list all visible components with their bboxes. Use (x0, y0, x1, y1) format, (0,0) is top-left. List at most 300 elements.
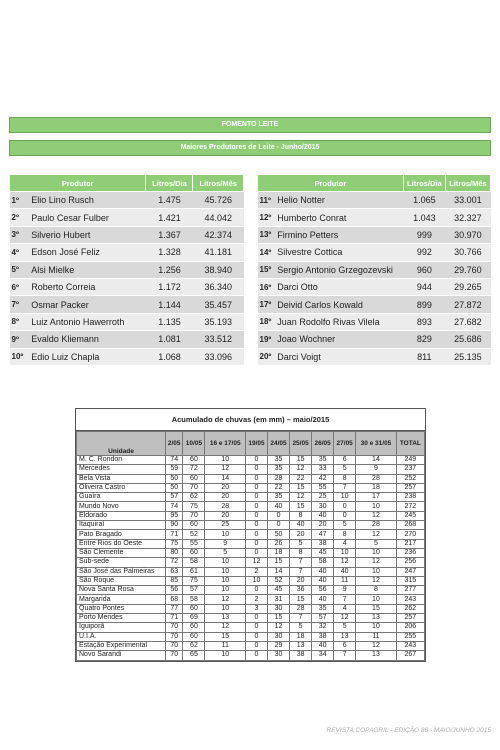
rain-value: 10 (334, 493, 356, 502)
producer-litros-mes: 25.135 (445, 348, 490, 365)
rain-value: 72 (183, 465, 205, 474)
producer-rank: 17º (258, 296, 275, 313)
rain-total: 217 (396, 539, 424, 548)
rain-row (77, 539, 425, 548)
rain-row (77, 604, 425, 613)
rain-value: 10 (205, 604, 246, 613)
rain-value: 22 (290, 474, 312, 483)
col-header-litros-dia: Litros/Dia (146, 175, 193, 192)
rain-value: 61 (183, 567, 205, 576)
rain-col-header: 2/05 (166, 432, 183, 456)
producer-litros-dia: 899 (403, 296, 445, 313)
rain-value: 8 (334, 474, 356, 483)
rain-value: 7 (290, 614, 312, 623)
rain-value: 15 (290, 502, 312, 511)
producer-litros-mes: 27.682 (445, 313, 490, 330)
rain-value: 74 (166, 502, 183, 511)
producer-rank: 7º (10, 296, 29, 313)
rain-total: 249 (396, 456, 424, 465)
rain-col-header: 25/05 (290, 432, 312, 456)
rain-value: 35 (268, 465, 290, 474)
rain-value: 45 (268, 586, 290, 595)
rain-value: 40 (312, 595, 334, 604)
rain-value: 13 (356, 651, 397, 660)
rain-unit-name: Porto Mendes (77, 614, 166, 623)
rain-row (77, 595, 425, 604)
rain-value: 15 (290, 456, 312, 465)
rain-value: 25 (312, 493, 334, 502)
producer-rank: 12º (258, 209, 275, 226)
rain-value: 7 (290, 558, 312, 567)
rain-unit-name: Quatro Pontes (77, 604, 166, 613)
rain-value: 10 (356, 548, 397, 557)
producer-name: Edio Luiz Chapla (28, 348, 146, 365)
rain-value: 35 (312, 604, 334, 613)
section-banner-fomento: FOMENTO LEITE (9, 117, 491, 133)
rain-unit-name: Pato Bragado (77, 530, 166, 539)
producer-row (10, 348, 244, 365)
rain-total: 236 (396, 548, 424, 557)
rain-unit-name: Eldorado (77, 511, 166, 520)
rain-value: 0 (245, 530, 267, 539)
rain-value: 0 (245, 483, 267, 492)
rain-value: 55 (183, 539, 205, 548)
rain-value: 13 (205, 614, 246, 623)
rain-unit-name: Oliveira Castro (77, 483, 166, 492)
producer-litros-mes: 42.374 (193, 226, 244, 243)
rain-value: 0 (268, 511, 290, 520)
rain-value: 12 (205, 623, 246, 632)
rain-value: 20 (205, 483, 246, 492)
rain-row (77, 641, 425, 650)
rain-unit-name: Bela Vista (77, 474, 166, 483)
producer-rank: 10º (10, 348, 29, 365)
producer-litros-mes: 36.340 (193, 278, 244, 295)
page-footer: REVISTA COPAGRIL - EDIÇÃO 86 - MAIO/JUNHO 2015 (326, 727, 491, 734)
producer-name: Darci Otto (274, 278, 403, 295)
rain-value: 38 (312, 632, 334, 641)
rain-total: 267 (396, 651, 424, 660)
producer-litros-mes: 33.096 (193, 348, 244, 365)
rain-total: 268 (396, 521, 424, 530)
rain-value: 30 (268, 632, 290, 641)
rain-unit-name: Sub-sede (77, 558, 166, 567)
rain-row (77, 502, 425, 511)
rain-value: 28 (205, 502, 246, 511)
rain-col-header: 24/05 (268, 432, 290, 456)
producer-litros-mes: 33.001 (445, 192, 490, 209)
rain-value: 12 (205, 465, 246, 474)
producer-litros-dia: 1.144 (146, 296, 193, 313)
rain-value: 8 (290, 548, 312, 557)
producer-row (10, 226, 244, 243)
producer-litros-dia: 1.475 (146, 192, 193, 209)
rain-row (77, 623, 425, 632)
producer-litros-dia: 992 (403, 244, 445, 261)
producer-row (258, 192, 491, 209)
rain-value: 75 (166, 539, 183, 548)
rain-value: 71 (166, 614, 183, 623)
producer-row (10, 244, 244, 261)
rain-value: 0 (245, 493, 267, 502)
rain-value: 57 (312, 614, 334, 623)
col-header-litros-mes: Litros/Mês (193, 175, 244, 192)
rain-value: 50 (166, 474, 183, 483)
rain-value: 58 (183, 558, 205, 567)
rain-value: 70 (166, 623, 183, 632)
rain-value: 8 (356, 586, 397, 595)
rain-value: 13 (356, 614, 397, 623)
rain-value: 10 (334, 548, 356, 557)
producer-row (258, 278, 491, 295)
rain-row (77, 511, 425, 520)
rain-value: 4 (334, 604, 356, 613)
rain-col-header-unidade: Unidade (77, 432, 166, 456)
rain-value: 11 (334, 576, 356, 585)
producer-litros-mes: 32.327 (445, 209, 490, 226)
rain-value: 6 (334, 641, 356, 650)
col-header-litros-dia: Litros/Dia (403, 175, 445, 192)
rain-value: 0 (268, 521, 290, 530)
producer-rank: 18º (258, 313, 275, 330)
rain-value: 8 (334, 530, 356, 539)
rain-value: 12 (334, 558, 356, 567)
rain-value: 14 (356, 456, 397, 465)
rain-value: 12 (356, 558, 397, 567)
producer-name: Humberto Conrat (274, 209, 403, 226)
rain-value: 0 (245, 465, 267, 474)
rain-value: 10 (245, 576, 267, 585)
producer-litros-dia: 1.068 (146, 348, 193, 365)
rain-value: 62 (183, 493, 205, 502)
rain-value: 60 (183, 456, 205, 465)
producer-litros-dia: 944 (403, 278, 445, 295)
producer-name: Darci Voigt (274, 348, 403, 365)
rain-value: 32 (312, 623, 334, 632)
rain-value: 30 (312, 502, 334, 511)
rain-value: 50 (166, 483, 183, 492)
producer-row (258, 226, 491, 243)
rain-unit-name: Novo Sarandi (77, 651, 166, 660)
rainfall-table (76, 431, 425, 661)
rain-value: 38 (290, 651, 312, 660)
rain-value: 2 (245, 567, 267, 576)
rain-unit-name: Entre Rios do Oeste (77, 539, 166, 548)
producer-name: Osmar Packer (28, 296, 146, 313)
producer-litros-dia: 1.421 (146, 209, 193, 226)
rain-value: 35 (268, 456, 290, 465)
producer-row (10, 313, 244, 330)
producer-rank: 20º (258, 348, 275, 365)
rain-value: 71 (166, 530, 183, 539)
producer-row (10, 192, 244, 209)
producer-name: Elio Lino Rusch (28, 192, 146, 209)
rain-value: 40 (312, 576, 334, 585)
producer-litros-mes: 45.726 (193, 192, 244, 209)
producer-rank: 3º (10, 226, 29, 243)
rain-value: 80 (166, 548, 183, 557)
rain-value: 30 (268, 651, 290, 660)
rain-value: 0 (245, 548, 267, 557)
producer-name: Paulo Cesar Fulber (28, 209, 146, 226)
rain-value: 10 (356, 567, 397, 576)
rain-value: 40 (268, 502, 290, 511)
rain-col-header: TOTAL (396, 432, 424, 456)
rain-value: 11 (356, 632, 397, 641)
rain-value: 77 (166, 604, 183, 613)
rain-row (77, 651, 425, 660)
rain-value: 20 (205, 493, 246, 502)
rain-value: 11 (205, 641, 246, 650)
rain-value: 20 (205, 511, 246, 520)
rain-value: 50 (268, 530, 290, 539)
rain-value: 5 (290, 539, 312, 548)
rain-value: 17 (356, 493, 397, 502)
rain-value: 60 (183, 623, 205, 632)
rain-value: 60 (183, 474, 205, 483)
rain-value: 13 (334, 632, 356, 641)
producer-litros-dia: 829 (403, 331, 445, 348)
rain-total: 257 (396, 614, 424, 623)
rain-unit-name: Itaquiraí (77, 521, 166, 530)
producer-name: Firmino Petters (274, 226, 403, 243)
rain-row (77, 576, 425, 585)
rain-value: 74 (166, 456, 183, 465)
rainfall-table-box (75, 408, 426, 662)
rain-value: 10 (205, 558, 246, 567)
rain-row (77, 558, 425, 567)
rain-value: 36 (290, 586, 312, 595)
producer-rank: 5º (10, 261, 29, 278)
rain-row (77, 474, 425, 483)
rain-value: 15 (356, 604, 397, 613)
producer-litros-mes: 33.512 (193, 331, 244, 348)
rain-value: 29 (268, 641, 290, 650)
rain-value: 40 (334, 567, 356, 576)
producer-litros-dia: 1.065 (403, 192, 445, 209)
rain-value: 14 (268, 567, 290, 576)
rain-value: 12 (356, 530, 397, 539)
rain-value: 72 (166, 558, 183, 567)
producer-name: Evaldo Kliemann (28, 331, 146, 348)
rain-value: 7 (334, 595, 356, 604)
producer-rank: 8º (10, 313, 29, 330)
rain-value: 2 (245, 595, 267, 604)
producer-rank: 15º (258, 261, 275, 278)
rain-total: 247 (396, 567, 424, 576)
producer-litros-mes: 30.766 (445, 244, 490, 261)
producer-row (258, 261, 491, 278)
producer-rank: 2º (10, 209, 29, 226)
producer-name: Silverio Hubert (28, 226, 146, 243)
rain-value: 0 (245, 651, 267, 660)
rain-row (77, 632, 425, 641)
rain-value: 10 (205, 651, 246, 660)
rain-value: 4 (334, 539, 356, 548)
rain-total: 206 (396, 623, 424, 632)
rain-value: 85 (166, 576, 183, 585)
rain-value: 58 (183, 595, 205, 604)
rain-col-header: 10/05 (183, 432, 205, 456)
producer-rank: 14º (258, 244, 275, 261)
rain-value: 63 (166, 567, 183, 576)
producer-litros-mes: 35.193 (193, 313, 244, 330)
rain-value: 60 (183, 632, 205, 641)
rain-value: 57 (166, 493, 183, 502)
producer-rank: 4º (10, 244, 29, 261)
rain-total: 315 (396, 576, 424, 585)
rain-value: 65 (183, 651, 205, 660)
producer-litros-dia: 1.172 (146, 278, 193, 295)
rain-value: 68 (166, 595, 183, 604)
rain-value: 9 (334, 586, 356, 595)
rain-value: 7 (334, 483, 356, 492)
rain-value: 7 (334, 651, 356, 660)
rain-col-header: 27/05 (334, 432, 356, 456)
rain-value: 18 (290, 632, 312, 641)
producer-row (258, 313, 491, 330)
producer-litros-mes: 29.265 (445, 278, 490, 295)
producer-litros-mes: 44.042 (193, 209, 244, 226)
rain-value: 10 (205, 567, 246, 576)
rain-value: 12 (290, 493, 312, 502)
rain-col-header: 16 e 17/05 (205, 432, 246, 456)
rain-value: 75 (183, 502, 205, 511)
producer-rank: 16º (258, 278, 275, 295)
rain-total: 245 (396, 511, 424, 520)
producer-litros-mes: 27.872 (445, 296, 490, 313)
rain-value: 15 (268, 614, 290, 623)
producer-name: Helio Notter (274, 192, 403, 209)
rain-value: 31 (268, 595, 290, 604)
rain-value: 20 (290, 576, 312, 585)
producer-rank: 6º (10, 278, 29, 295)
producer-name: Silvestre Cottica (274, 244, 403, 261)
rain-unit-name: São Clemente (77, 548, 166, 557)
rain-total: 255 (396, 632, 424, 641)
rain-value: 5 (356, 539, 397, 548)
producer-litros-dia: 960 (403, 261, 445, 278)
rain-row (77, 567, 425, 576)
rain-row (77, 614, 425, 623)
rain-value: 5 (334, 465, 356, 474)
rain-value: 15 (268, 558, 290, 567)
rain-value: 9 (205, 539, 246, 548)
rainfall-table-title: Acumulado de chuvas (em mm) – maio/2015 (76, 409, 425, 431)
producer-rank: 19º (258, 331, 275, 348)
rain-value: 15 (290, 483, 312, 492)
col-header-litros-mes: Litros/Mês (445, 175, 490, 192)
rain-value: 0 (245, 632, 267, 641)
rain-value: 0 (245, 614, 267, 623)
rain-total: 277 (396, 586, 424, 595)
rain-value: 0 (245, 641, 267, 650)
rain-value: 5 (290, 623, 312, 632)
rain-value: 5 (334, 521, 356, 530)
rain-row (77, 493, 425, 502)
rain-total: 270 (396, 530, 424, 539)
rain-value: 0 (245, 502, 267, 511)
rain-value: 12 (245, 558, 267, 567)
rain-value: 0 (245, 539, 267, 548)
rain-value: 42 (312, 474, 334, 483)
rain-total: 252 (396, 474, 424, 483)
producer-litros-mes: 35.457 (193, 296, 244, 313)
producer-row (10, 331, 244, 348)
rain-value: 10 (205, 530, 246, 539)
rain-value: 12 (290, 465, 312, 474)
producer-name: Alsi Mielke (28, 261, 146, 278)
producer-name: Luiz Antonio Hawerroth (28, 313, 146, 330)
producer-name: Juan Rodolfo Rivas Vilela (274, 313, 403, 330)
rain-value: 0 (245, 474, 267, 483)
producer-rank: 9º (10, 331, 29, 348)
rain-value: 47 (312, 530, 334, 539)
rain-value: 8 (290, 511, 312, 520)
rain-value: 12 (334, 614, 356, 623)
rain-value: 20 (312, 521, 334, 530)
rain-value: 5 (334, 623, 356, 632)
rain-value: 60 (183, 521, 205, 530)
rain-row (77, 586, 425, 595)
rain-unit-name: U.I.A. (77, 632, 166, 641)
producer-litros-dia: 999 (403, 226, 445, 243)
rain-value: 58 (312, 558, 334, 567)
producer-litros-mes: 25.686 (445, 331, 490, 348)
rain-value: 3 (245, 604, 267, 613)
rain-value: 55 (312, 483, 334, 492)
producer-row (10, 261, 244, 278)
producer-row (258, 348, 491, 365)
rain-value: 52 (183, 530, 205, 539)
col-header-produtor: Produtor (10, 175, 146, 192)
rain-unit-name: Nova Santa Rosa (77, 586, 166, 595)
rain-value: 12 (356, 576, 397, 585)
rain-value: 0 (245, 586, 267, 595)
rain-total: 256 (396, 558, 424, 567)
rain-unit-name: São José das Palmeiras (77, 567, 166, 576)
rain-total: 237 (396, 465, 424, 474)
rain-row (77, 456, 425, 465)
rain-value: 60 (183, 604, 205, 613)
rain-unit-name: Guaíra (77, 493, 166, 502)
producer-litros-dia: 1.367 (146, 226, 193, 243)
rain-value: 5 (205, 548, 246, 557)
rain-total: 257 (396, 483, 424, 492)
producers-table-left (9, 174, 244, 366)
rain-value: 10 (205, 586, 246, 595)
rain-value: 10 (356, 623, 397, 632)
rain-value: 26 (268, 539, 290, 548)
rain-row (77, 483, 425, 492)
rain-value: 9 (356, 465, 397, 474)
producer-rank: 11º (258, 192, 275, 209)
rain-value: 45 (312, 548, 334, 557)
rain-unit-name: Estação Experimental (77, 641, 166, 650)
producer-litros-dia: 1.256 (146, 261, 193, 278)
rain-value: 70 (183, 483, 205, 492)
rain-value: 40 (312, 511, 334, 520)
producer-row (258, 331, 491, 348)
rain-value: 56 (312, 586, 334, 595)
rain-unit-name: Iguiporã (77, 623, 166, 632)
rain-value: 28 (356, 474, 397, 483)
producer-rank: 13º (258, 226, 275, 243)
rain-value: 0 (245, 623, 267, 632)
rain-value: 15 (205, 632, 246, 641)
rain-total: 272 (396, 502, 424, 511)
rain-value: 59 (166, 465, 183, 474)
